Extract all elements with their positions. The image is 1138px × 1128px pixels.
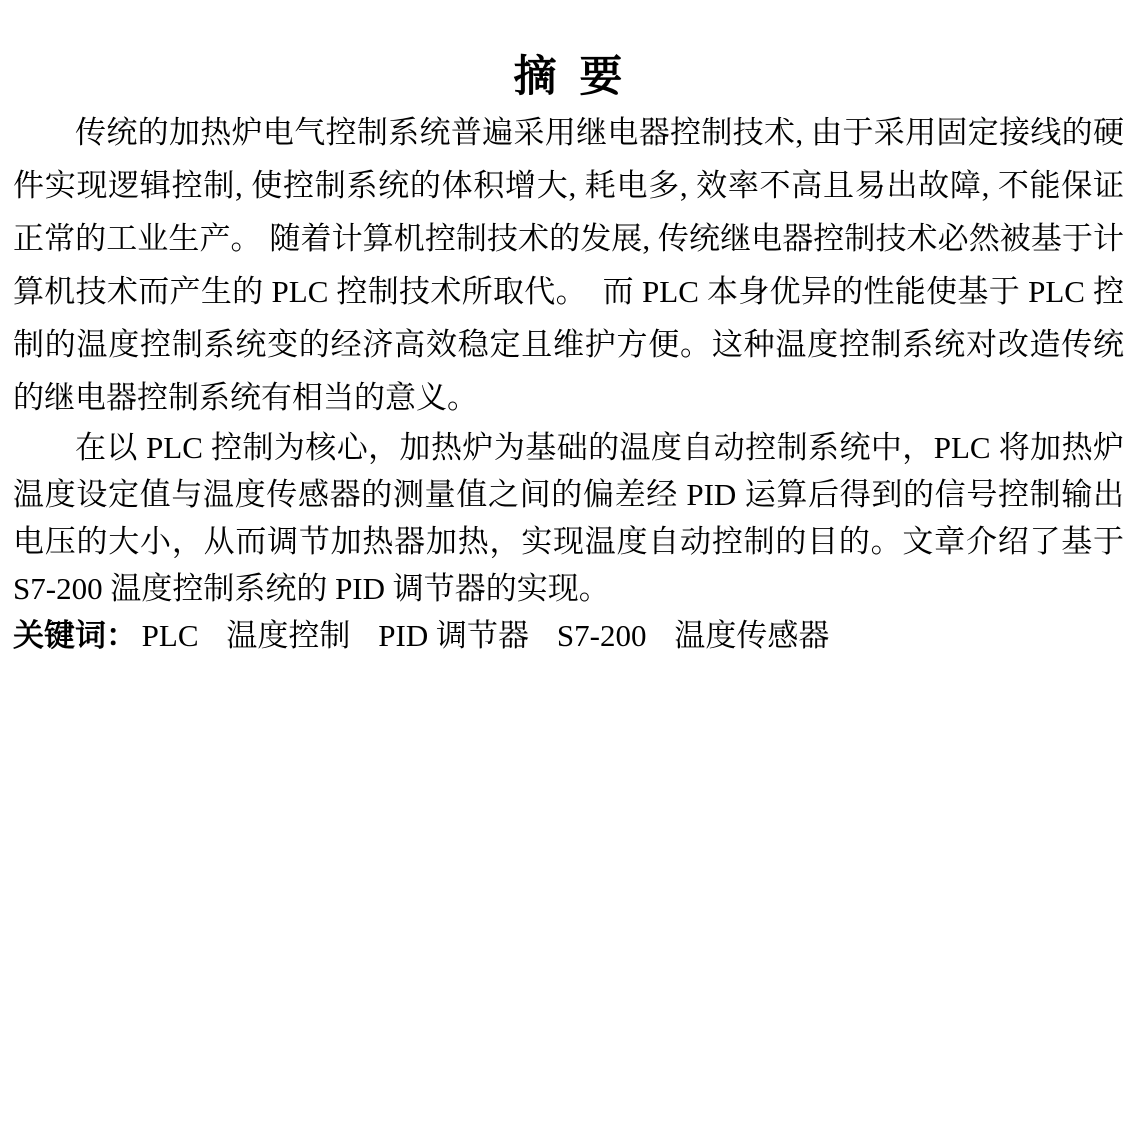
keyword-temperature-sensor: 温度传感器 bbox=[674, 618, 830, 653]
keyword-s7-200: S7-200 bbox=[556, 618, 647, 653]
abstract-paragraph-2: 在以 PLC 控制为核心，加热炉为基础的温度自动控制系统中，PLC 将加热炉温度设定值与温度传感器的测量值之间的偏差经 PID 运算后得到的信号控制输出电压的大小，从而调节加热器加热，实现温度自动控制的目的。文章介绍了基于 S7-200 温度控制系统的 PID 调节器的实现。 bbox=[13, 430, 1124, 606]
keyword-plc: PLC bbox=[141, 618, 199, 653]
keywords-line bbox=[13, 612, 1124, 659]
keyword-temperature-control: 温度控制 bbox=[226, 618, 351, 653]
page-title: 摘 要 bbox=[513, 54, 624, 101]
keywords-label: 关键词： bbox=[13, 618, 137, 653]
keyword-pid-regulator: PID 调节器 bbox=[378, 618, 529, 653]
abstract-paragraph-1: 传统的加热炉电气控制系统普遍采用继电器控制技术, 由于采用固定接线的硬件实现逻辑控制, 使控制系统的体积增大, 耗电多, 效率不高且易出故障, 不能保证正常的工业生产。 随着计算机控制技术的发展, 传统继电器控制技术必然被基于计算机技术而产生的 PLC 控制技术所取代。 而 PLC 本身优异的性能使基于 PLC 控制的温度控制系统变的经济高效稳定且维护方便。这种温度控制系统对改造传统的继电器控制系统有相当的意义。 bbox=[13, 115, 1124, 415]
